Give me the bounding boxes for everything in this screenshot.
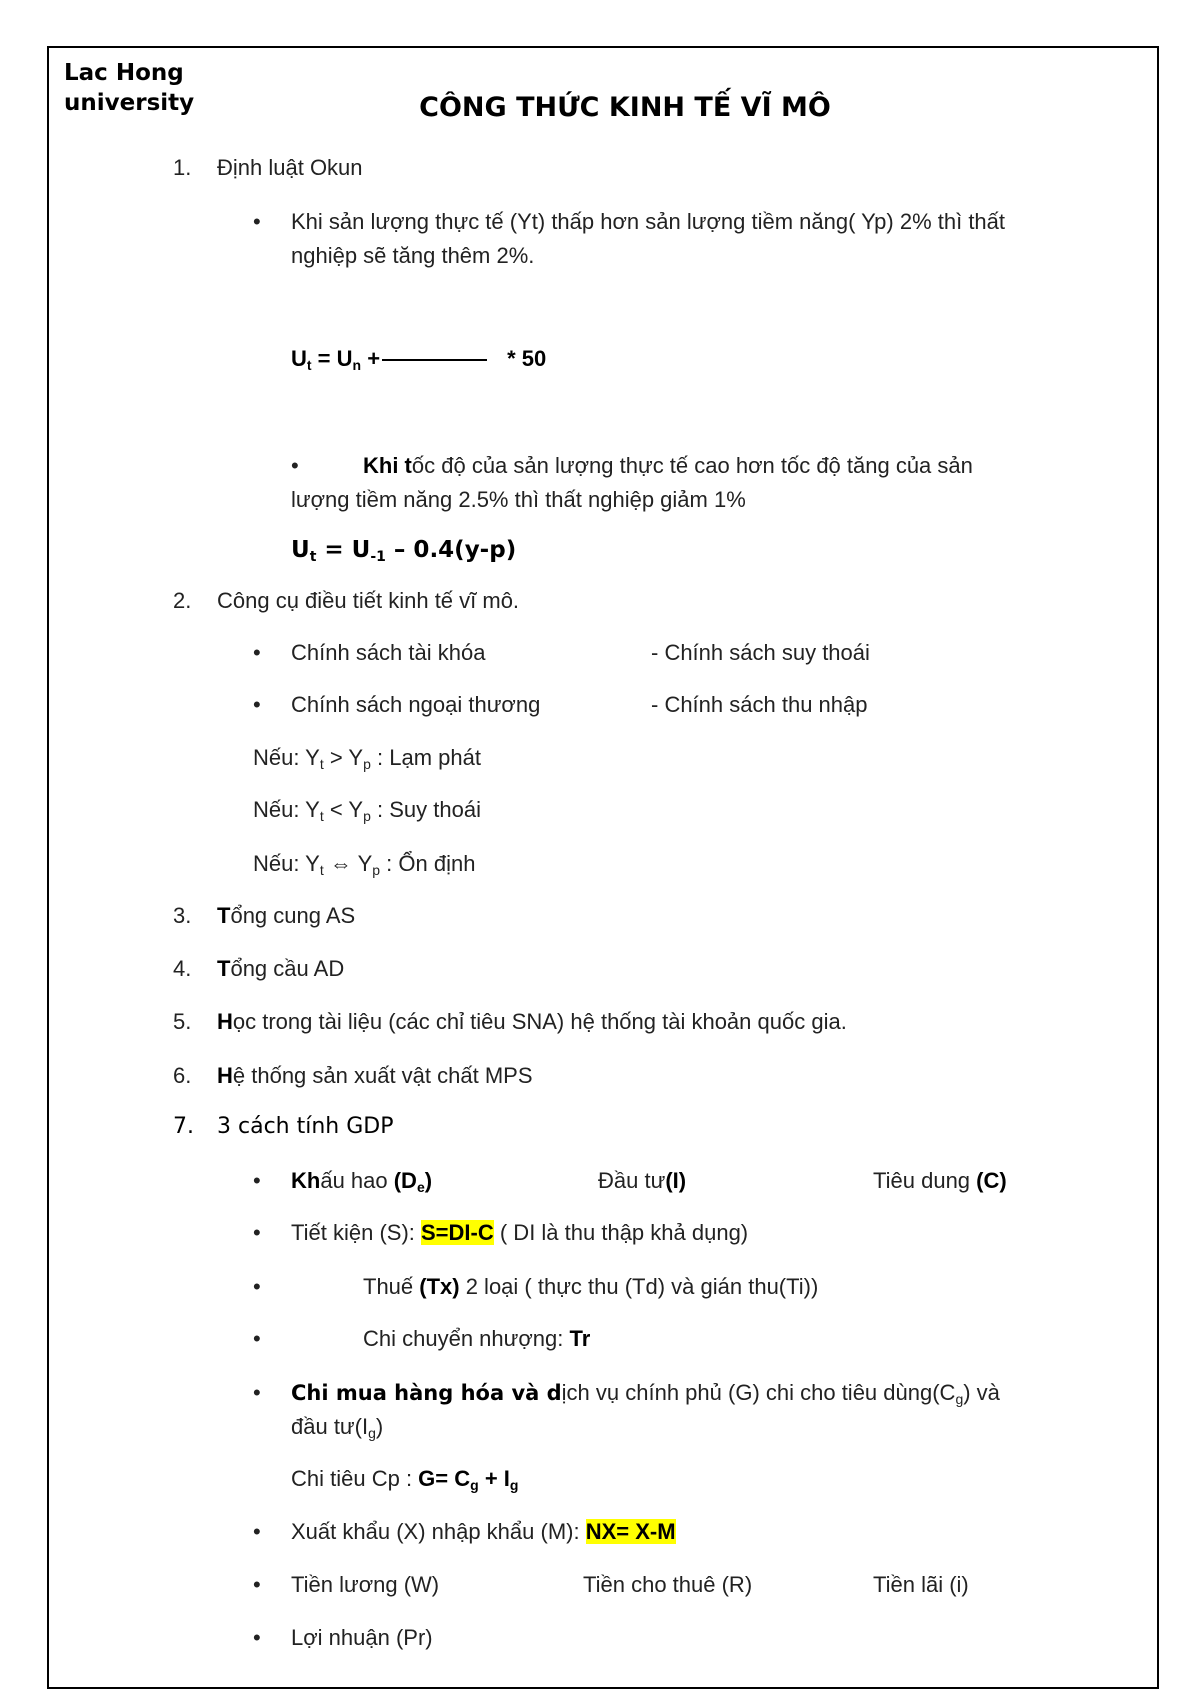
gdp-transfer: • Chi chuyển nhượng: Tr [253,1326,591,1351]
section-4-heading: 4. Tổng cầu AD [173,956,345,981]
brand-line-2: university [64,90,195,116]
gdp-interest: Tiền lãi (i) [873,1572,969,1597]
gdp-rent: Tiền cho thuê (R) [583,1572,753,1597]
gdp-consumption: Tiêu dung (C) [873,1168,1007,1193]
bullet-icon: • [253,1220,261,1245]
fraction-line [382,359,487,361]
highlight-formula: S=DI-C [421,1220,494,1245]
gdp-savings: • Tiết kiện (S): S=DI-C ( DI là thu thập khả dụng) [253,1220,749,1245]
bullet-icon: • [253,1326,261,1351]
gdp-profit: • Lợi nhuận (Pr) [253,1625,433,1650]
section-3-heading: 3. Tổng cung AS [173,903,356,928]
page-border [47,46,1159,1689]
bullet-icon: • [291,453,299,478]
bullet-icon: • [253,1519,261,1544]
policy-bullet-1: • Chính sách tài khóa [253,640,486,665]
bullet-icon: • [253,1625,261,1650]
section-2-heading: 2. Công cụ điều tiết kinh tế vĩ mô. [173,588,520,613]
okun-bullet-1: • Khi sản lượng thực tế (Yt) thấp hơn sản lượng tiềm năng( Yp) 2% thì thất [253,209,1006,234]
bullet-icon: • [253,1274,261,1299]
bullet-icon: • [253,1168,261,1193]
gdp-investment: Đầu tư(I) [598,1168,687,1193]
section-6-heading: 6. Hệ thống sản xuất vật chất MPS [173,1063,533,1088]
section-heading: Định luật Okun [217,155,363,180]
section-5-heading: 5. Học trong tài liệu (các chỉ tiêu SNA) hệ thống tài khoản quốc gia. [173,1009,847,1034]
gdp-government: • Chi mua hàng hóa và dịch vụ chính phủ (G) chi cho tiêu $dùng(C_g)$ và [253,1380,1000,1407]
gdp-wage: • Tiền lương (W) [253,1572,440,1597]
section-1-heading [173,155,363,181]
policy-right-2: - Chính sách thu nhập [651,692,868,717]
gdp-gov-spending: Chi tiêu Cp : $G= C_g + I_g$ [291,1466,519,1493]
condition-inflation: Nếu: $Y_t > Y_p$ : Lạm phát [253,745,481,772]
gdp-tax: • Thuế (Tx) 2 loại ( thực thu (Td) và gián thu(Ti)) [253,1274,819,1299]
policy-right-1: - Chính sách suy thoái [651,640,870,665]
gdp-row-1: • Khấu hao $(D_e)$ [253,1168,433,1195]
section-number: 1. [173,155,192,180]
okun-formula-1: $U_t = U_n$ + * 50 [291,346,547,373]
bullet-icon: • [253,692,261,717]
policy-bullet-2: • Chính sách ngoại thương [253,692,541,717]
bullet-icon: • [253,209,261,234]
brand-line-1: Lac Hong [64,60,184,86]
okun-bullet-2-cont: lượng tiềm năng 2.5% thì thất nghiệp giảm 1% [291,487,746,512]
gdp-government-cont: đầu $tư(I_g)$ [291,1414,384,1441]
condition-recession: Nếu: $Y_t < Y_p$ : Suy thoái [253,797,481,824]
page-title: CÔNG THỨC KINH TẾ VĨ MÔ [419,92,831,123]
gdp-net-export: • Xuất khẩu (X) nhập khẩu (M): NX= X-M [253,1519,676,1544]
bullet-icon: • [253,1572,261,1597]
condition-stable: Nếu: $Y_t$ ⇔ $Y_p$ : Ổn định [253,851,476,878]
okun-bullet-1-cont: nghiệp sẽ tăng thêm 2%. [291,243,535,268]
section-7-heading: 7. 3 cách tính GDP [173,1114,394,1139]
bullet-icon: • [253,640,261,665]
okun-bullet-2: • Khi tốc độ của sản lượng thực tế cao hơn tốc độ tăng của sản [291,453,973,478]
okun-formula-2: $U_t = U_{-1} - 0.4(y-p)$ [291,537,517,565]
highlight-formula: NX= X-M [585,1519,676,1544]
bullet-icon: • [253,1380,261,1405]
